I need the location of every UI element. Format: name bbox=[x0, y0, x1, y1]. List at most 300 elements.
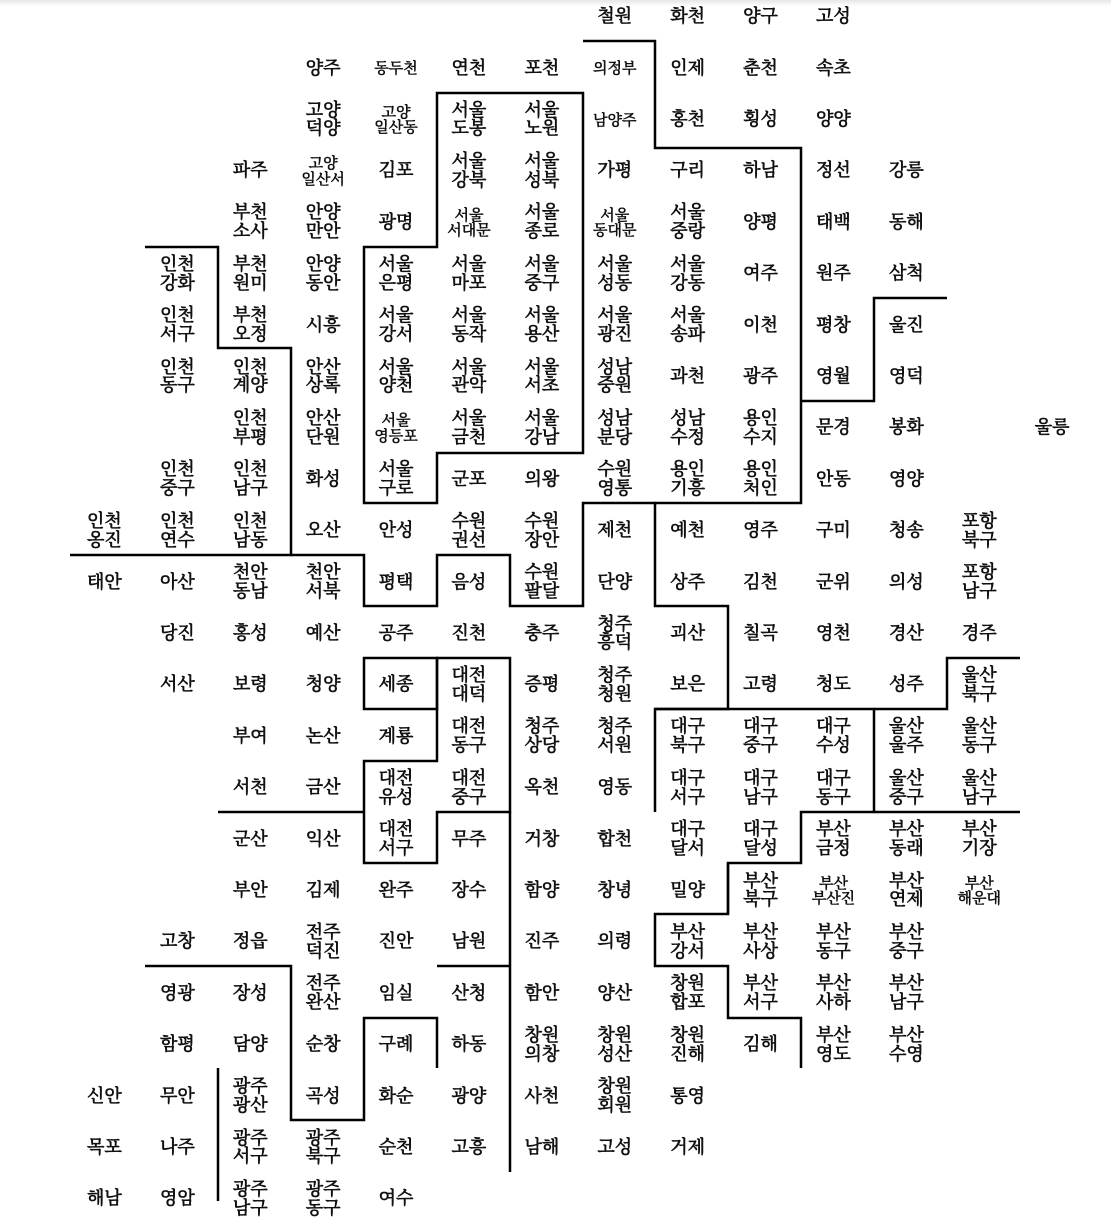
border-incheon bbox=[70, 247, 291, 555]
region-name-line: 원주 bbox=[816, 263, 851, 285]
region-name-line: 포항 bbox=[961, 510, 997, 532]
region-name-line: 금정 bbox=[816, 838, 851, 860]
region-name-line: 단양 bbox=[597, 571, 633, 593]
border-daegu bbox=[655, 709, 874, 914]
region-name-line: 부산 bbox=[888, 921, 924, 943]
region-name-line: 안산 bbox=[305, 407, 341, 429]
region-name-line: 서울 bbox=[600, 205, 630, 224]
region-name-line: 서울 bbox=[451, 99, 487, 121]
region-name-line: 동구 bbox=[159, 375, 195, 397]
region-name-line: 성남 bbox=[597, 356, 633, 378]
region-name-line: 서울 bbox=[451, 356, 487, 378]
region-name-line: 금천 bbox=[451, 426, 487, 448]
region-name-line: 장수 bbox=[451, 880, 487, 902]
region-name-line: 안성 bbox=[378, 520, 414, 542]
region-name-line: 의성 bbox=[888, 571, 924, 593]
region-name-line: 군포 bbox=[451, 468, 487, 490]
region-name-line: 용산 bbox=[524, 324, 560, 346]
region-name-line: 대구 bbox=[743, 767, 778, 789]
region-name-line: 서울 bbox=[381, 411, 411, 430]
region-name-line: 북구 bbox=[305, 1146, 341, 1168]
region-name-line: 증평 bbox=[524, 674, 560, 696]
region-name-line: 홍천 bbox=[670, 109, 706, 131]
region-name-line: 광주 bbox=[743, 366, 778, 388]
region-name-line: 김천 bbox=[743, 571, 778, 593]
region-name-line: 영덕 bbox=[888, 366, 924, 388]
region-name-line: 남구 bbox=[961, 786, 997, 808]
region-name-line: 천안 bbox=[232, 562, 268, 584]
border-seoul bbox=[364, 93, 583, 503]
region-name-line: 의창 bbox=[524, 1043, 560, 1065]
region-name-line: 연제 bbox=[888, 889, 924, 911]
region-name-line: 팔달 bbox=[524, 581, 560, 603]
border-ulsan bbox=[874, 658, 1020, 812]
region-name-line: 부산 bbox=[816, 921, 851, 943]
region-name-line: 광주 bbox=[232, 1127, 268, 1149]
region-name-line: 고성 bbox=[816, 6, 851, 28]
region-name-line: 영암 bbox=[159, 1188, 195, 1210]
region-name-line: 예천 bbox=[670, 520, 706, 542]
border-sejong bbox=[364, 658, 437, 709]
region-name-line: 포천 bbox=[524, 57, 560, 79]
region-name-line: 분당 bbox=[597, 426, 633, 448]
region-name-line: 남구 bbox=[743, 786, 778, 808]
region-name-line: 수영 bbox=[888, 1043, 924, 1065]
region-name-line: 단원 bbox=[305, 426, 341, 448]
region-name-line: 고령 bbox=[743, 674, 778, 696]
region-name-line: 부산 bbox=[888, 819, 924, 841]
region-name-line: 대구 bbox=[816, 767, 851, 789]
region-name-line: 상주 bbox=[670, 571, 706, 593]
region-name-line: 포항 bbox=[961, 562, 997, 584]
region-name-line: 서울 bbox=[524, 305, 560, 327]
region-name-line: 영양 bbox=[888, 468, 924, 490]
region-name-line: 안동 bbox=[816, 468, 851, 490]
region-name-line: 합천 bbox=[597, 828, 633, 850]
region-name-line: 경주 bbox=[961, 623, 997, 645]
region-name-line: 화천 bbox=[670, 6, 706, 28]
region-name-line: 서구 bbox=[670, 786, 706, 808]
region-name-line: 서울 bbox=[451, 407, 487, 429]
region-name-line: 대전 bbox=[378, 767, 414, 789]
region-name-line: 의령 bbox=[597, 931, 633, 953]
region-name-line: 안양 bbox=[305, 202, 341, 224]
region-name-line: 중구 bbox=[743, 735, 778, 757]
region-name-line: 구리 bbox=[670, 160, 706, 182]
region-name-line: 흥덕 bbox=[597, 632, 633, 654]
region-name-line: 구례 bbox=[378, 1034, 414, 1056]
region-name-line: 화순 bbox=[378, 1085, 414, 1107]
region-name-line: 보령 bbox=[232, 674, 268, 696]
region-name-line: 고성 bbox=[597, 1137, 633, 1159]
region-name-line: 남해 bbox=[524, 1137, 560, 1159]
region-name-line: 철원 bbox=[597, 6, 633, 28]
region-name-line: 합포 bbox=[670, 992, 706, 1014]
region-name-line: 서울 bbox=[524, 99, 560, 121]
region-name-line: 고흥 bbox=[451, 1137, 487, 1159]
region-name-line: 광주 bbox=[232, 1076, 268, 1098]
region-name-line: 임실 bbox=[378, 982, 414, 1004]
region-name-line: 영등포 bbox=[374, 426, 418, 445]
region-name-line: 동구 bbox=[961, 735, 997, 757]
region-name-line: 부평 bbox=[232, 426, 268, 448]
region-name-line: 서산 bbox=[159, 674, 195, 696]
region-name-line: 고양 bbox=[308, 154, 338, 173]
region-name-line: 북구 bbox=[961, 683, 997, 705]
region-name-line: 옥천 bbox=[524, 777, 560, 799]
region-name-line: 종로 bbox=[524, 221, 560, 243]
region-name-line: 강화 bbox=[159, 272, 195, 294]
region-name-line: 동래 bbox=[888, 838, 924, 860]
region-name-line: 양구 bbox=[743, 6, 778, 28]
region-name-line: 남구 bbox=[232, 1197, 268, 1219]
region-name-line: 울산 bbox=[961, 716, 997, 738]
region-name-line: 회원 bbox=[597, 1095, 633, 1117]
region-name-line: 덕진 bbox=[305, 940, 341, 962]
region-name-line: 군산 bbox=[232, 828, 268, 850]
region-name-line: 남원 bbox=[451, 931, 487, 953]
region-name-line: 청송 bbox=[888, 520, 924, 542]
region-name-line: 전주 bbox=[305, 973, 341, 995]
region-name-line: 춘천 bbox=[743, 57, 778, 79]
region-name-line: 부산 bbox=[888, 1024, 924, 1046]
region-name-line: 강동 bbox=[670, 272, 706, 294]
region-name-line: 진천 bbox=[451, 623, 487, 645]
region-name-line: 소사 bbox=[232, 221, 268, 243]
region-name-line: 양주 bbox=[305, 57, 341, 79]
region-name-line: 강남 bbox=[524, 426, 560, 448]
border-busan bbox=[655, 863, 801, 1068]
border-gangwon-gyeongbuk bbox=[801, 298, 947, 401]
region-name-line: 금산 bbox=[305, 777, 341, 799]
region-name-line: 계양 bbox=[232, 375, 268, 397]
region-name-line: 북구 bbox=[961, 529, 997, 551]
region-name-line: 안산 bbox=[305, 356, 341, 378]
region-name-line: 밀양 bbox=[670, 880, 706, 902]
region-name-line: 부산 bbox=[888, 870, 924, 892]
region-name-line: 창원 bbox=[670, 973, 706, 995]
region-name-line: 가평 bbox=[597, 160, 633, 182]
region-name-line: 홍성 bbox=[232, 623, 268, 645]
region-name-line: 처인 bbox=[743, 478, 778, 500]
region-name-line: 대전 bbox=[451, 664, 487, 686]
region-name-line: 서울 bbox=[524, 356, 560, 378]
region-name-line: 수원 bbox=[597, 459, 633, 481]
region-name-line: 과천 bbox=[670, 366, 706, 388]
region-name-line: 고양 bbox=[305, 99, 341, 121]
region-name-line: 인천 bbox=[159, 305, 195, 327]
region-name-line: 울산 bbox=[961, 767, 997, 789]
region-name-line: 광양 bbox=[451, 1085, 487, 1107]
region-name-line: 평택 bbox=[378, 571, 414, 593]
region-name-line: 제천 bbox=[597, 520, 633, 542]
region-name-line: 시흥 bbox=[305, 314, 341, 336]
region-name-line: 양평 bbox=[743, 211, 778, 233]
region-name-line: 익산 bbox=[305, 828, 341, 850]
region-name-line: 부산진 bbox=[811, 889, 856, 908]
region-name-line: 대구 bbox=[743, 716, 778, 738]
region-name-line: 일산서 bbox=[301, 169, 345, 188]
region-name-line: 영통 bbox=[597, 478, 633, 500]
region-name-line: 북구 bbox=[743, 889, 778, 911]
region-name-line: 대덕 bbox=[451, 683, 487, 705]
region-name-line: 인천 bbox=[232, 510, 268, 532]
region-name-line: 광주 bbox=[305, 1127, 341, 1149]
region-name-line: 해남 bbox=[87, 1188, 122, 1210]
region-name-line: 서울 bbox=[451, 305, 487, 327]
region-name-line: 수정 bbox=[670, 426, 706, 448]
region-name-line: 울산 bbox=[888, 716, 924, 738]
region-name-line: 일산동 bbox=[374, 118, 418, 137]
region-name-line: 부산 bbox=[818, 873, 848, 892]
region-name-line: 정선 bbox=[816, 160, 851, 182]
region-name-line: 서울 bbox=[597, 305, 633, 327]
region-name-line: 서구 bbox=[378, 838, 414, 860]
region-name-line: 봉화 bbox=[888, 417, 924, 439]
region-name-line: 중원 bbox=[597, 375, 633, 397]
region-name-line: 대전 bbox=[451, 716, 487, 738]
region-name-line: 서울 bbox=[597, 253, 633, 275]
region-name-line: 서울 bbox=[524, 202, 560, 224]
region-name-line: 목포 bbox=[87, 1137, 122, 1159]
region-name-line: 기장 bbox=[961, 838, 997, 860]
region-name-line: 서북 bbox=[305, 581, 341, 603]
region-name-line: 고창 bbox=[159, 931, 195, 953]
region-name-line: 부천 bbox=[232, 305, 268, 327]
region-name-line: 영도 bbox=[816, 1043, 851, 1065]
region-name-line: 평창 bbox=[816, 314, 851, 336]
region-name-line: 울릉 bbox=[1034, 417, 1070, 439]
region-name-line: 성산 bbox=[597, 1043, 633, 1065]
region-name-line: 서천 bbox=[232, 777, 268, 799]
region-name-line: 공주 bbox=[378, 623, 414, 645]
region-name-line: 창원 bbox=[524, 1024, 560, 1046]
region-name-line: 양양 bbox=[816, 109, 851, 131]
region-name-line: 무주 bbox=[451, 828, 487, 850]
region-name-line: 서구 bbox=[159, 324, 195, 346]
region-name-line: 완산 bbox=[305, 992, 341, 1014]
region-name-line: 남양주 bbox=[593, 110, 637, 129]
region-name-line: 유성 bbox=[378, 786, 414, 808]
region-name-line: 보은 bbox=[670, 674, 706, 696]
region-name-line: 서구 bbox=[232, 1146, 268, 1168]
region-name-line: 대전 bbox=[378, 819, 414, 841]
region-name-line: 속초 bbox=[816, 57, 851, 79]
region-name-line: 횡성 bbox=[743, 109, 778, 131]
region-name-line: 청원 bbox=[597, 683, 633, 705]
region-name-line: 인천 bbox=[159, 459, 195, 481]
region-name-line: 영천 bbox=[816, 623, 851, 645]
region-name-line: 권선 bbox=[451, 529, 487, 551]
region-name-line: 경산 bbox=[888, 623, 924, 645]
region-name-line: 성남 bbox=[670, 407, 706, 429]
region-name-line: 노원 bbox=[524, 118, 560, 140]
region-name-line: 부산 bbox=[670, 921, 706, 943]
region-name-line: 남동 bbox=[232, 529, 268, 551]
region-name-line: 함평 bbox=[159, 1034, 195, 1056]
region-name-line: 부산 bbox=[743, 973, 778, 995]
region-name-line: 당진 bbox=[159, 623, 195, 645]
region-name-line: 남구 bbox=[961, 581, 997, 603]
region-name-line: 창원 bbox=[670, 1024, 706, 1046]
region-name-line: 안양 bbox=[305, 253, 341, 275]
region-name-line: 달서 bbox=[670, 838, 706, 860]
region-name-line: 태안 bbox=[87, 571, 122, 593]
region-name-line: 상록 bbox=[305, 375, 341, 397]
region-name-line: 중랑 bbox=[670, 221, 706, 243]
region-name-line: 부산 bbox=[743, 870, 778, 892]
region-name-line: 성남 bbox=[597, 407, 633, 429]
region-name-line: 성주 bbox=[888, 674, 924, 696]
region-name-line: 인천 bbox=[232, 407, 268, 429]
region-name-line: 동구 bbox=[816, 940, 851, 962]
region-name-line: 상당 bbox=[524, 735, 560, 757]
region-name-line: 동구 bbox=[451, 735, 487, 757]
region-name-line: 군위 bbox=[816, 571, 851, 593]
region-name-line: 중구 bbox=[888, 940, 924, 962]
region-name-line: 중구 bbox=[159, 478, 195, 500]
region-name-line: 옹진 bbox=[87, 529, 122, 551]
border-gangwon-gyeonggi bbox=[583, 41, 801, 503]
region-name-line: 대구 bbox=[670, 819, 706, 841]
region-name-line: 마포 bbox=[451, 272, 487, 294]
region-name-line: 부산 bbox=[816, 819, 851, 841]
region-name-line: 서원 bbox=[597, 735, 633, 757]
region-name-line: 북구 bbox=[670, 735, 706, 757]
region-name-line: 오산 bbox=[305, 520, 341, 542]
region-name-line: 대구 bbox=[670, 767, 706, 789]
region-name-line: 화성 bbox=[305, 468, 341, 490]
region-name-line: 동안 bbox=[305, 272, 341, 294]
region-name-line: 거창 bbox=[524, 828, 560, 850]
region-name-line: 인천 bbox=[87, 510, 122, 532]
region-name-line: 강북 bbox=[451, 169, 487, 191]
region-name-line: 부여 bbox=[232, 725, 268, 747]
region-name-line: 서울 bbox=[378, 356, 414, 378]
region-name-line: 창원 bbox=[597, 1076, 633, 1098]
region-name-line: 해운대 bbox=[957, 889, 1001, 908]
region-name-line: 칠곡 bbox=[743, 623, 778, 645]
region-name-line: 세종 bbox=[378, 674, 414, 696]
region-name-line: 수원 bbox=[451, 510, 487, 532]
region-name-line: 청양 bbox=[305, 674, 341, 696]
border-daejeon bbox=[364, 658, 510, 863]
region-name-line: 함양 bbox=[524, 880, 560, 902]
region-name-line: 청주 bbox=[524, 716, 560, 738]
region-name-line: 성동 bbox=[597, 272, 633, 294]
region-name-line: 광명 bbox=[378, 211, 414, 233]
region-name-line: 중구 bbox=[888, 786, 924, 808]
region-name-line: 중구 bbox=[451, 786, 487, 808]
region-name-line: 하남 bbox=[743, 160, 778, 182]
region-name-line: 영월 bbox=[816, 366, 851, 388]
region-name-line: 중구 bbox=[524, 272, 560, 294]
region-name-line: 창녕 bbox=[597, 880, 633, 902]
region-name-line: 서울 bbox=[524, 253, 560, 275]
region-name-line: 전주 bbox=[305, 921, 341, 943]
region-name-line: 충주 bbox=[524, 623, 560, 645]
region-name-line: 나주 bbox=[159, 1137, 195, 1159]
region-name-line: 대전 bbox=[451, 767, 487, 789]
region-name-line: 청주 bbox=[597, 716, 633, 738]
region-name-line: 대구 bbox=[816, 716, 851, 738]
region-name-line: 용인 bbox=[743, 407, 778, 429]
region-name-line: 남구 bbox=[888, 992, 924, 1014]
region-name-line: 만안 bbox=[305, 221, 341, 243]
region-name-line: 인천 bbox=[159, 356, 195, 378]
region-name-line: 인천 bbox=[159, 253, 195, 275]
region-name-line: 김포 bbox=[378, 160, 414, 182]
region-name-line: 남구 bbox=[232, 478, 268, 500]
region-name-line: 청도 bbox=[816, 674, 851, 696]
region-name-line: 사하 bbox=[816, 992, 851, 1014]
region-name-line: 부산 bbox=[816, 973, 851, 995]
region-name-line: 천안 bbox=[305, 562, 341, 584]
region-name-line: 서구 bbox=[743, 992, 778, 1014]
region-name-line: 울산 bbox=[961, 664, 997, 686]
region-name-line: 정읍 bbox=[232, 931, 268, 953]
region-name-line: 광주 bbox=[305, 1178, 341, 1200]
region-name-line: 대구 bbox=[670, 716, 706, 738]
region-name-line: 대구 bbox=[743, 819, 778, 841]
region-name-line: 용인 bbox=[743, 459, 778, 481]
region-name-line: 의정부 bbox=[593, 59, 637, 78]
region-name-line: 청주 bbox=[597, 664, 633, 686]
region-name-line: 계룡 bbox=[378, 725, 414, 747]
region-name-line: 서울 bbox=[524, 150, 560, 172]
region-name-line: 원미 bbox=[232, 272, 268, 294]
region-name-line: 음성 bbox=[451, 571, 487, 593]
region-name-line: 용인 bbox=[670, 459, 706, 481]
region-name-line: 덕양 bbox=[305, 118, 341, 140]
region-name-line: 영주 bbox=[743, 520, 778, 542]
region-name-line: 통영 bbox=[670, 1085, 706, 1107]
region-name-line: 인천 bbox=[232, 459, 268, 481]
region-name-line: 하동 bbox=[451, 1034, 487, 1056]
region-name-line: 부천 bbox=[232, 202, 268, 224]
region-name-line: 광산 bbox=[232, 1095, 268, 1117]
region-name-line: 창원 bbox=[597, 1024, 633, 1046]
region-name-line: 함안 bbox=[524, 982, 560, 1004]
region-name-line: 오정 bbox=[232, 324, 268, 346]
region-name-line: 수성 bbox=[816, 735, 851, 757]
region-name-line: 울산 bbox=[888, 767, 924, 789]
region-name-line: 서울 bbox=[451, 253, 487, 275]
region-name-line: 여수 bbox=[378, 1188, 414, 1210]
region-name-line: 인제 bbox=[670, 57, 706, 79]
region-name-line: 서울 bbox=[378, 253, 414, 275]
region-name-line: 강릉 bbox=[888, 160, 924, 182]
region-name-line: 논산 bbox=[305, 725, 341, 747]
region-name-line: 부안 bbox=[232, 880, 268, 902]
region-name-line: 수원 bbox=[524, 562, 560, 584]
region-name-line: 동구 bbox=[816, 786, 851, 808]
region-name-line: 서울 bbox=[451, 150, 487, 172]
region-name-line: 삼척 bbox=[888, 263, 924, 285]
region-name-line: 서울 bbox=[378, 459, 414, 481]
region-name-line: 부산 bbox=[816, 1024, 851, 1046]
region-name-line: 아산 bbox=[159, 571, 195, 593]
region-name-line: 성북 bbox=[524, 169, 560, 191]
region-name-line: 수원 bbox=[524, 510, 560, 532]
border-jeolla-gyeongsang bbox=[437, 812, 510, 1172]
region-name-line: 담양 bbox=[232, 1034, 268, 1056]
region-name-line: 울주 bbox=[888, 735, 924, 757]
region-name-line: 연천 bbox=[451, 57, 487, 79]
region-name-line: 서울 bbox=[670, 253, 706, 275]
region-name-line: 광주 bbox=[232, 1178, 268, 1200]
region-name-line: 관악 bbox=[451, 375, 487, 397]
